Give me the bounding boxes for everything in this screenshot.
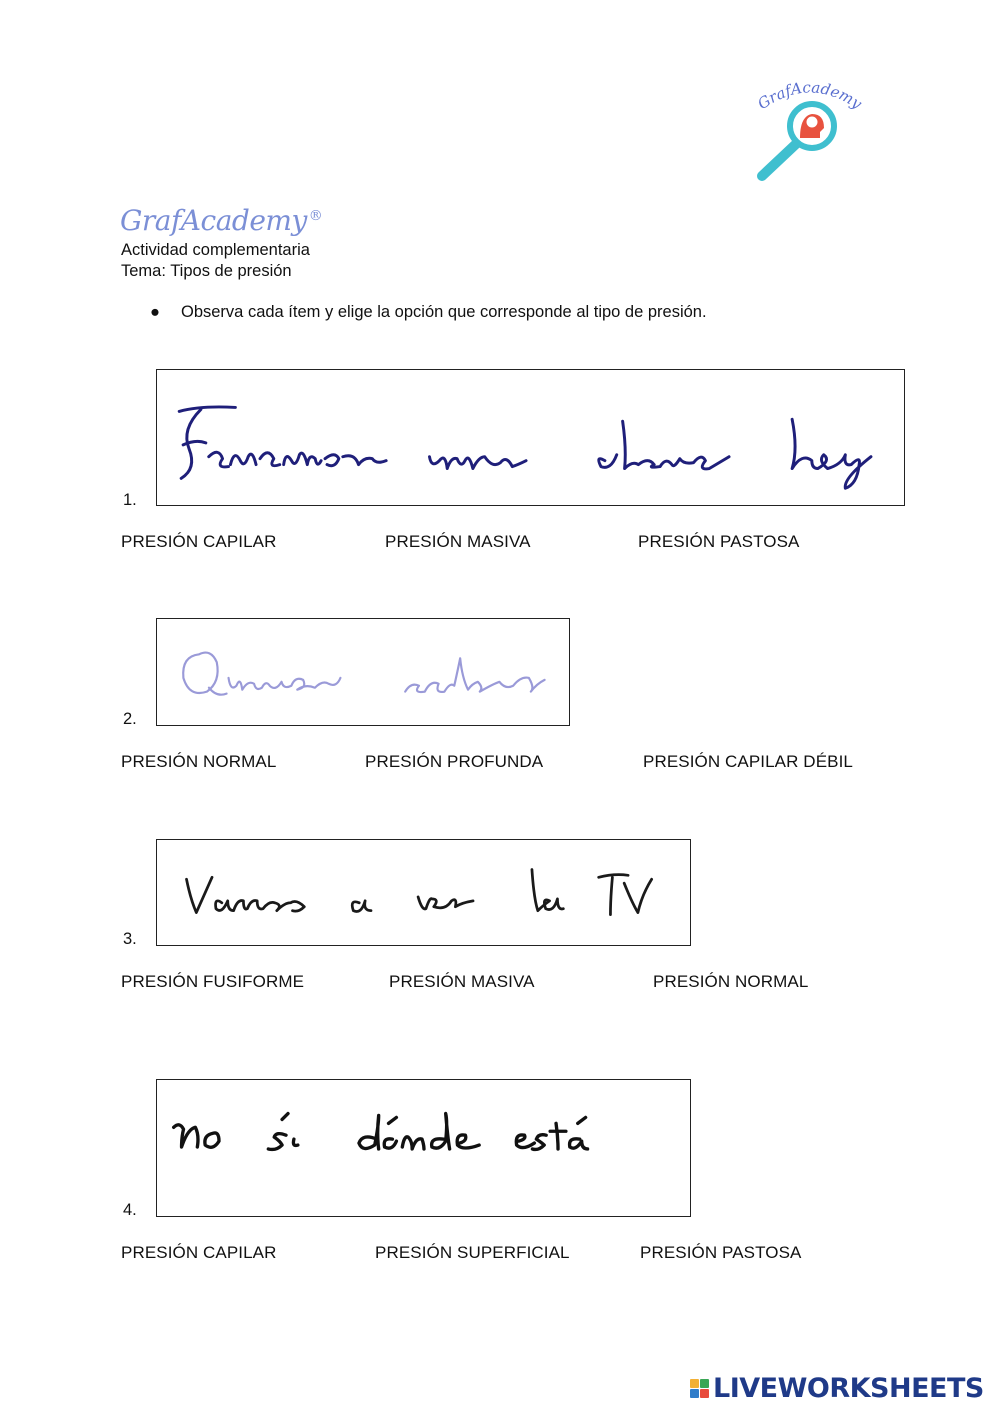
item-2-option-3[interactable]: PRESIÓN CAPILAR DÉBIL [643, 752, 853, 771]
item-4-option-2[interactable]: PRESIÓN SUPERFICIAL [375, 1243, 570, 1262]
instruction-text: Observa cada ítem y elige la opción que corresponde al tipo de presión. [181, 303, 707, 321]
item-3-option-2[interactable]: PRESIÓN MASIVA [389, 972, 535, 991]
item-4-handwriting-image [157, 1080, 690, 1216]
item-3-number: 3. [123, 930, 137, 948]
item-1-option-3[interactable]: PRESIÓN PASTOSA [638, 532, 800, 551]
item-4-handwriting-box [156, 1079, 691, 1217]
item-1-handwriting-box [156, 369, 905, 506]
footer-text: LIVEWORKSHEETS [713, 1372, 984, 1404]
item-4-option-1[interactable]: PRESIÓN CAPILAR [121, 1243, 277, 1262]
item-1-option-2[interactable]: PRESIÓN MASIVA [385, 532, 531, 551]
item-2-handwriting-box [156, 618, 570, 726]
item-2-number: 2. [123, 710, 137, 728]
item-1-option-1[interactable]: PRESIÓN CAPILAR [121, 532, 277, 551]
brand-title [120, 204, 322, 237]
item-2-handwriting-image [157, 619, 569, 725]
bullet-icon: ● [150, 303, 160, 321]
item-3-option-3[interactable]: PRESIÓN NORMAL [653, 972, 809, 991]
header-topic: Tema: Tipos de presión [121, 262, 292, 280]
logo-arc-text: GrafAcademy [754, 80, 866, 114]
registered-mark: ® [308, 207, 323, 224]
item-2-option-2[interactable]: PRESIÓN PROFUNDA [365, 752, 544, 771]
header-block [121, 240, 310, 282]
item-4-option-3[interactable]: PRESIÓN PASTOSA [640, 1243, 802, 1262]
item-1-handwriting-image [157, 370, 904, 505]
item-1-number: 1. [123, 491, 137, 509]
liveworksheets-logo [690, 1370, 984, 1406]
header-activity: Actividad complementaria [121, 241, 310, 259]
item-4-number: 4. [123, 1201, 137, 1219]
item-3-handwriting-image [157, 840, 690, 945]
item-2-option-1[interactable]: PRESIÓN NORMAL [121, 752, 277, 771]
brand-name: GrafAcademy [120, 204, 307, 237]
item-3-handwriting-box [156, 839, 691, 946]
item-3-option-1[interactable]: PRESIÓN FUSIFORME [121, 972, 305, 991]
grafacademy-logo [740, 80, 870, 190]
instruction [150, 303, 707, 322]
liveworksheets-blocks-icon [690, 1379, 709, 1398]
